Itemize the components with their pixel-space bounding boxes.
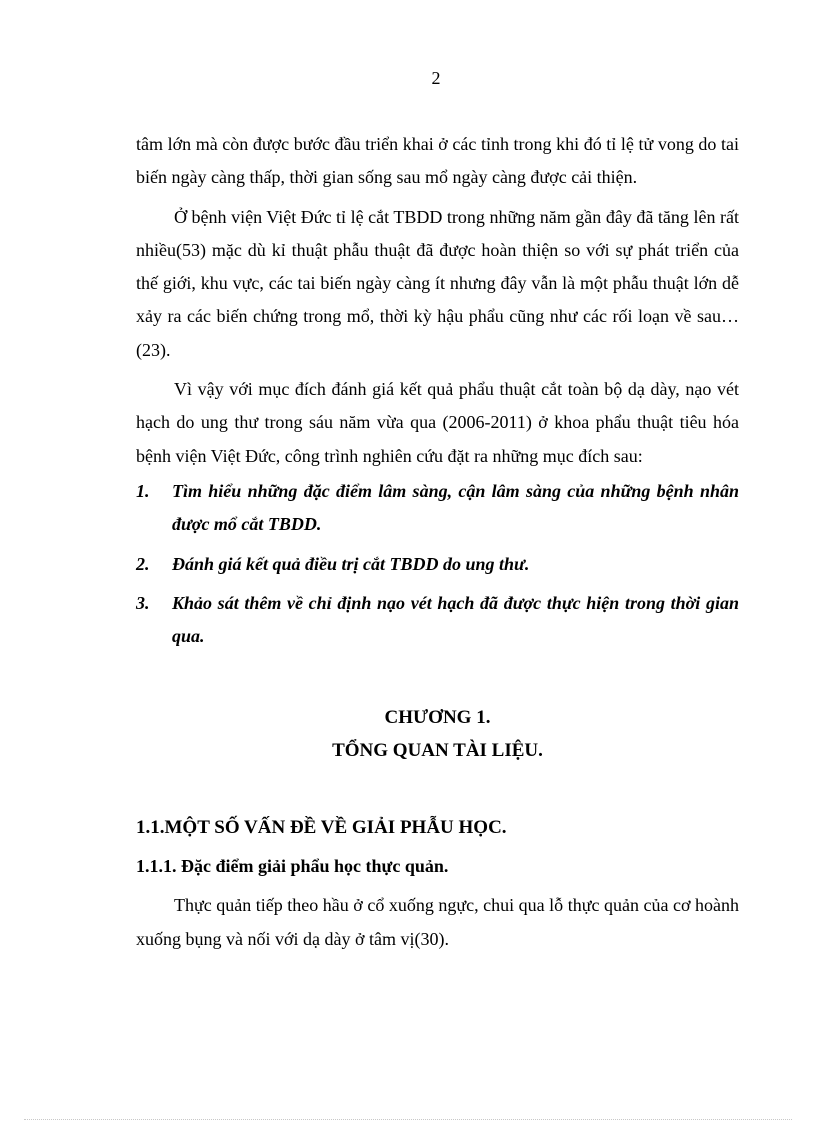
chapter-title: TỔNG QUAN TÀI LIỆU. bbox=[332, 740, 543, 762]
study-aim-item bbox=[136, 475, 739, 542]
chapter-heading bbox=[136, 701, 739, 767]
page-number: 2 bbox=[431, 68, 441, 88]
aim-number: 1. bbox=[136, 480, 150, 501]
page-bottom-divider bbox=[24, 1119, 792, 1120]
aim-number: 2. bbox=[136, 553, 150, 574]
subsection-heading: 1.1.1. Đặc điểm giải phẩu học thực quản. bbox=[136, 856, 449, 877]
section-heading: 1.1.MỘT SỐ VẤN ĐỀ VỀ GIẢI PHẪU HỌC. bbox=[136, 817, 507, 839]
aim-text: Đánh giá kết quả điều trị cắt TBDD do ung thư. bbox=[172, 553, 530, 574]
paragraph-study-purpose: Vì vậy với mục đích đánh giá kết quả phẩu thuật cắt toàn bộ dạ dày, nạo vét hạch do ung thư trong sáu năm vừa qua (2006-2011) ở khoa phẩu thuật tiêu hóa bệnh viện Việt Đức, công trình nghiên cứu đặt ra những mục đích sau: bbox=[136, 379, 739, 466]
aim-number: 3. bbox=[136, 592, 150, 613]
study-aim-item bbox=[136, 587, 739, 654]
paragraph-vietduc-hospital: Ở bệnh viện Việt Đức tỉ lệ cắt TBDD trong những năm gần đây đã tăng lên rất nhiều(53) mặc dù kỉ thuật phẫu thuật đã được hoàn thiện so với sự phát triển của thế giới, khu vực, các tai biến ngày càng ít nhưng đây vẫn là một phẫu thuật lớn dễ xảy ra các biến chứng trong mổ, thời kỳ hậu phẩu cũng như các rối loạn về sau…(23). bbox=[136, 206, 739, 360]
aim-text: Khảo sát thêm về chỉ định nạo vét hạch đã được thực hiện trong thời gian qua. bbox=[172, 592, 739, 647]
aim-text: Tìm hiểu những đặc điểm lâm sàng, cận lâm sàng của những bệnh nhân được mổ cắt TBDD. bbox=[172, 480, 739, 535]
paragraph-esophagus-anatomy: Thực quản tiếp theo hầu ở cổ xuống ngực, chui qua lỗ thực quản của cơ hoành xuống bụng và nối với dạ dày ở tâm vị(30). bbox=[136, 895, 739, 949]
chapter-label: CHƯƠNG 1. bbox=[384, 707, 491, 729]
study-aim-item bbox=[136, 548, 739, 581]
paragraph-continuation: tâm lớn mà còn được bước đầu triển khai ở các tỉnh trong khi đó tỉ lệ tử vong do tai biến ngày càng thấp, thời gian sống sau mổ ngày càng được cải thiện. bbox=[136, 134, 739, 188]
study-aims-list bbox=[136, 475, 739, 653]
document-body bbox=[136, 128, 739, 956]
